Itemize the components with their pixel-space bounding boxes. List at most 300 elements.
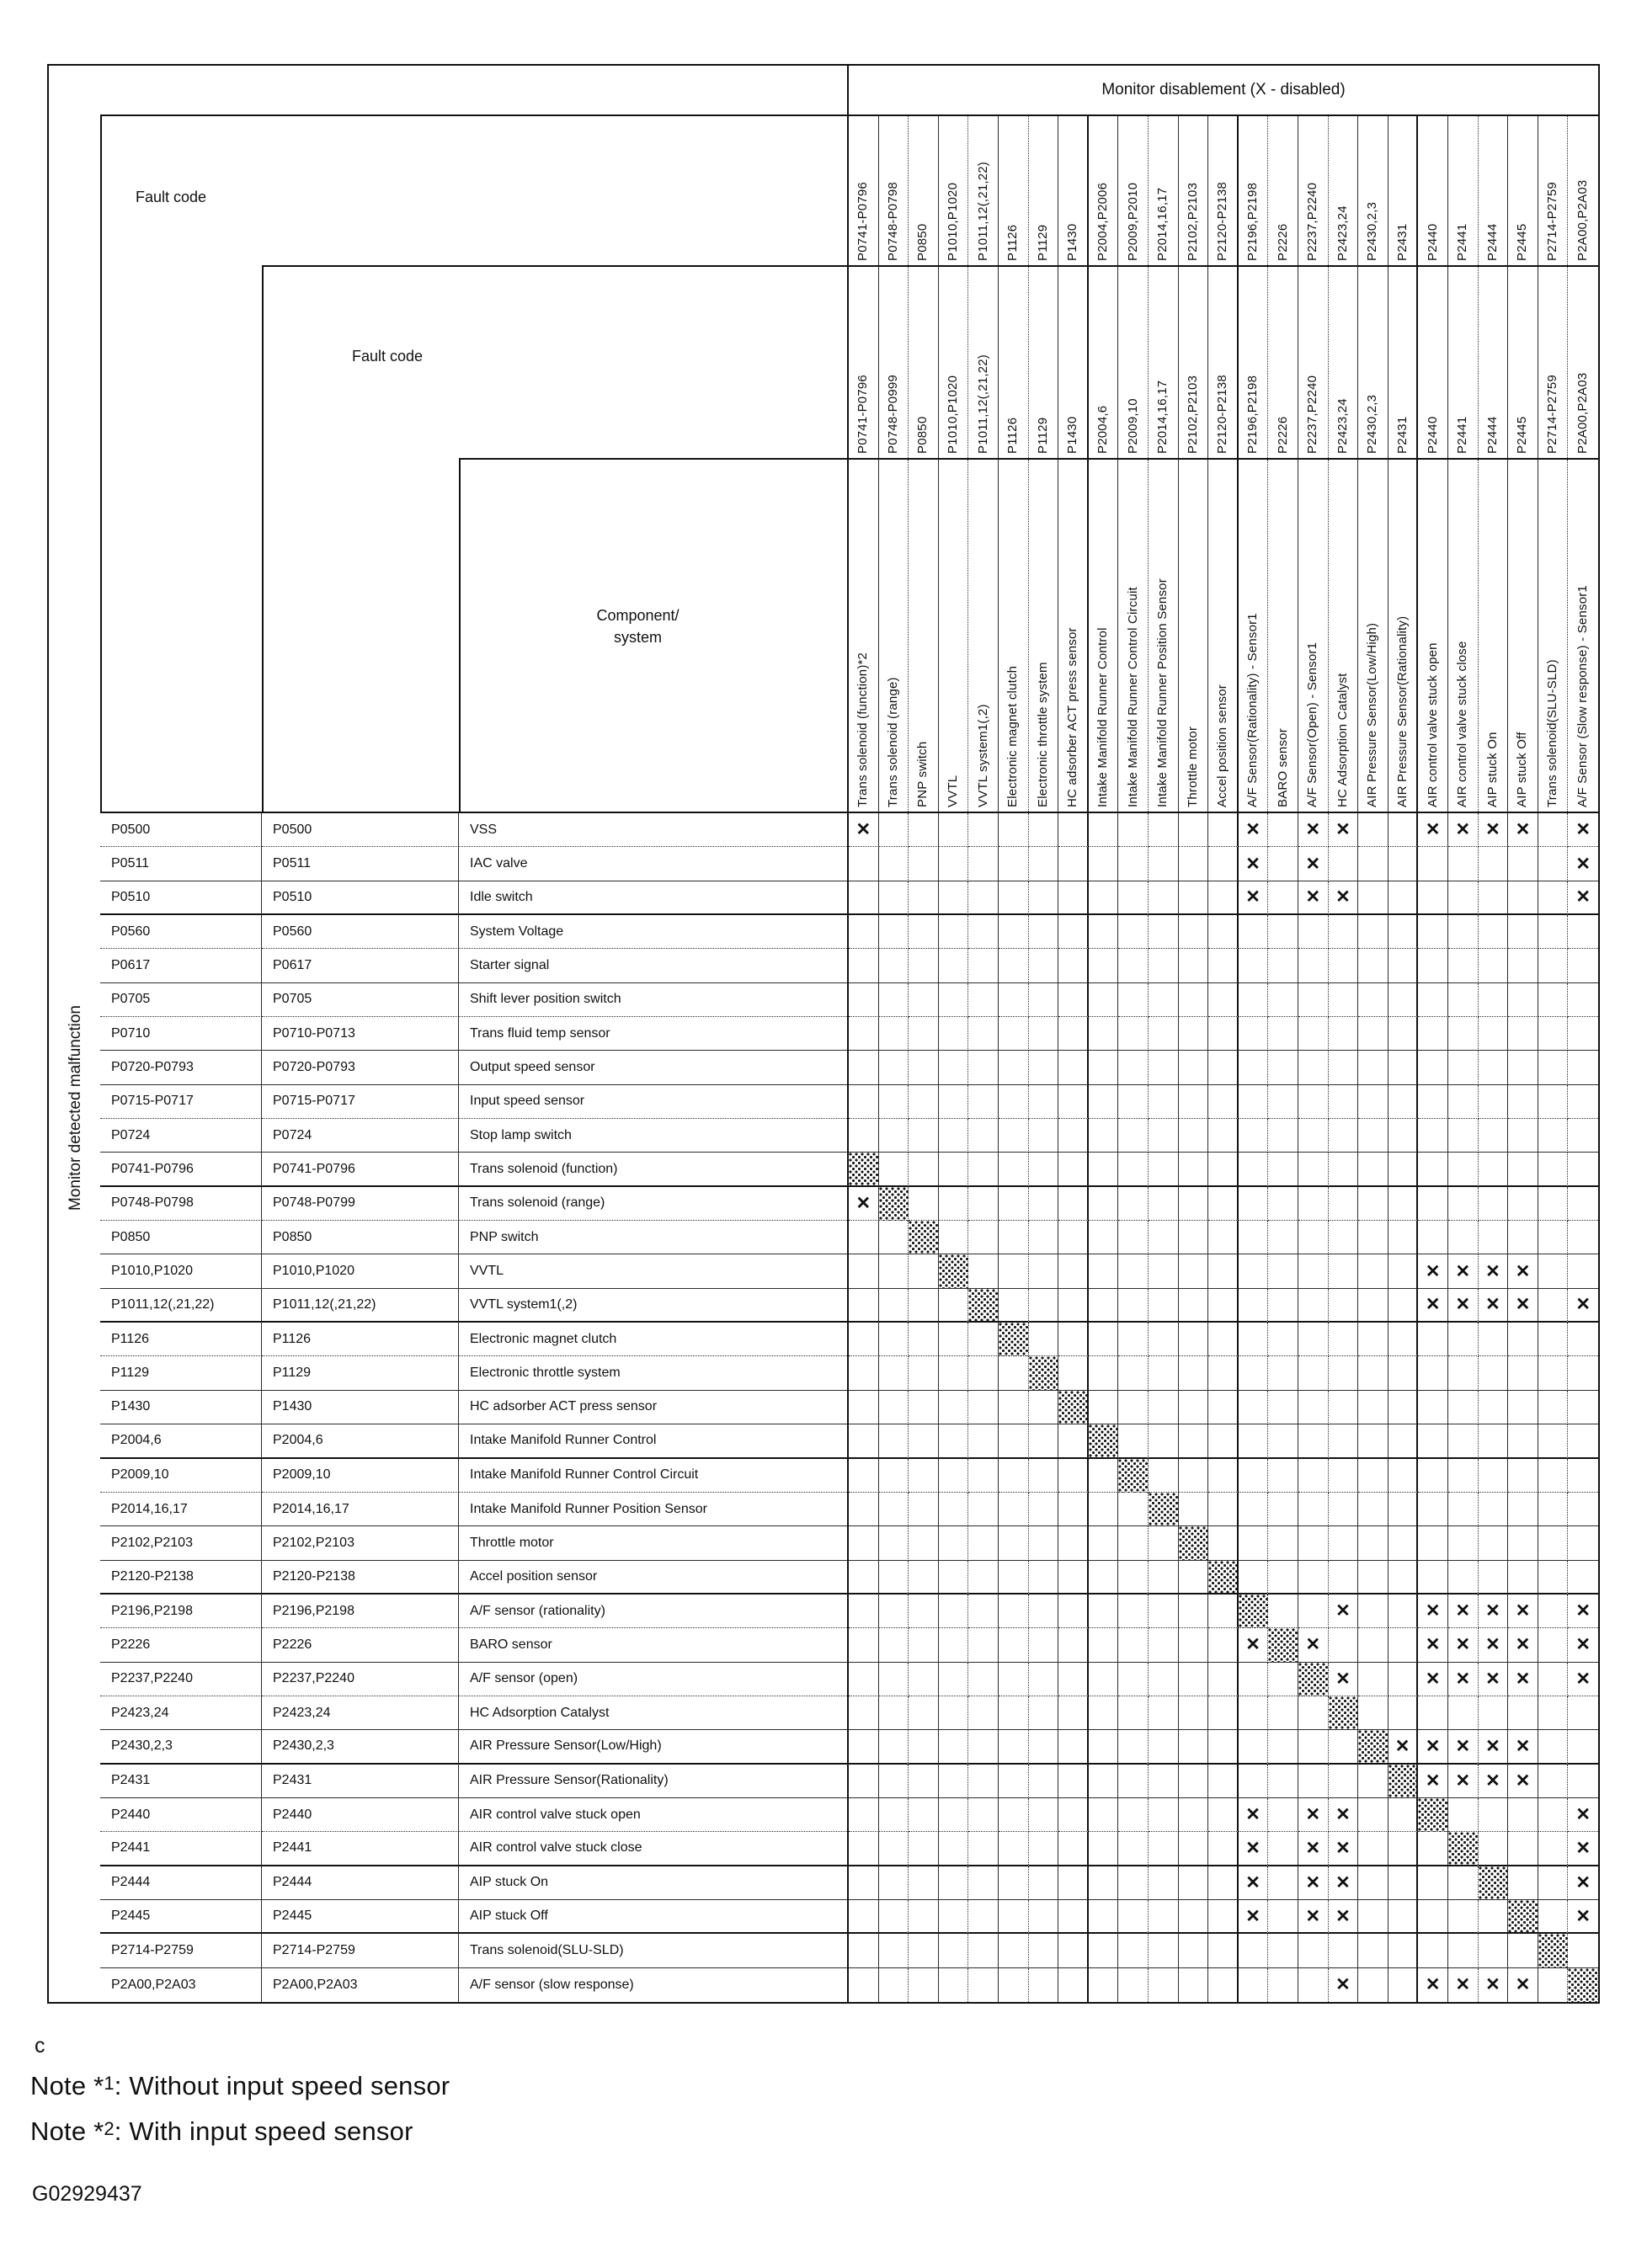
matrix-cell — [968, 1765, 999, 1798]
matrix-cell — [939, 1085, 969, 1119]
matrix-cell — [999, 1051, 1029, 1084]
column-header-cell — [1479, 116, 1509, 267]
matrix-cell — [1239, 1424, 1269, 1458]
matrix-cell — [1268, 813, 1298, 847]
matrix-cell-shaded — [1448, 1832, 1479, 1866]
matrix-cell — [1358, 1934, 1388, 1967]
matrix-cell — [1568, 1663, 1598, 1696]
matrix-cell — [909, 1832, 939, 1866]
matrix-cell — [1089, 1968, 1119, 2002]
matrix-cell — [1118, 1323, 1149, 1356]
matrix-cell — [1208, 1323, 1239, 1356]
column-header-cell — [968, 116, 999, 267]
column-header-cell — [1208, 267, 1239, 460]
matrix-cell — [1149, 1119, 1179, 1153]
matrix-cell — [1208, 1595, 1239, 1628]
matrix-cell — [1058, 1900, 1089, 1934]
matrix-cell — [939, 1595, 969, 1628]
matrix-cell — [1029, 881, 1059, 915]
column-header-cell — [1418, 116, 1448, 267]
matrix-cell — [849, 1289, 879, 1323]
column-header-label: PNP switch — [915, 741, 930, 807]
matrix-cell — [849, 1663, 879, 1696]
x-disabled-mark: ✕ — [1575, 1872, 1591, 1893]
matrix-cell — [909, 1356, 939, 1390]
matrix-cell — [1239, 1017, 1269, 1051]
matrix-cell — [1089, 1526, 1119, 1560]
matrix-cell — [1508, 1051, 1538, 1084]
matrix-cell — [1418, 1832, 1448, 1866]
matrix-cell — [1089, 1934, 1119, 1967]
matrix-cell — [879, 1424, 909, 1458]
fault-code-2-label: Fault code — [352, 348, 424, 365]
column-header-cell — [1089, 116, 1119, 267]
matrix-cell — [1508, 1663, 1538, 1696]
matrix-cell — [939, 1459, 969, 1493]
matrix-cell — [1179, 1391, 1209, 1424]
matrix-cell — [909, 1696, 939, 1730]
matrix-cell — [1479, 1900, 1509, 1934]
matrix-cell — [1388, 1153, 1419, 1186]
matrix-cell — [1448, 1187, 1479, 1221]
matrix-cell-shaded — [1479, 1866, 1509, 1900]
matrix-cell — [1448, 881, 1479, 915]
x-disabled-mark: ✕ — [1485, 1295, 1500, 1315]
matrix-cell — [1448, 1595, 1479, 1628]
matrix-cell — [909, 813, 939, 847]
column-header-label: P1011,12(,21,22) — [975, 354, 990, 454]
matrix-cell — [1358, 1424, 1388, 1458]
matrix-cell — [1538, 1254, 1569, 1288]
matrix-cell — [1538, 1561, 1569, 1595]
matrix-cell — [1418, 1561, 1448, 1595]
matrix-cell — [909, 1187, 939, 1221]
matrix-cell — [909, 1085, 939, 1119]
row-fault-code-cell: P2237,P2240 — [262, 1663, 459, 1696]
matrix-cell — [1268, 1254, 1298, 1288]
matrix-cell — [1508, 983, 1538, 1017]
matrix-cell — [909, 915, 939, 949]
matrix-cell-shaded — [849, 1153, 879, 1186]
matrix-cell — [1298, 1424, 1329, 1458]
matrix-cell — [1298, 847, 1329, 881]
matrix-cell — [1089, 1832, 1119, 1866]
matrix-cell — [1089, 915, 1119, 949]
column-header-label: P2444 — [1484, 223, 1500, 261]
matrix-cell — [1479, 1153, 1509, 1186]
column-header-label: P2431 — [1394, 223, 1410, 261]
matrix-cell — [1358, 1595, 1388, 1628]
x-disabled-mark: ✕ — [1335, 1975, 1351, 1995]
row-component-cell: AIR control valve stuck close — [459, 1832, 847, 1866]
matrix-cell-shaded — [1538, 1934, 1569, 1967]
matrix-cell — [1208, 1085, 1239, 1119]
matrix-cell — [849, 1493, 879, 1526]
matrix-cell — [1508, 1765, 1538, 1798]
matrix-cell — [1568, 1900, 1598, 1934]
matrix-cell — [968, 1153, 999, 1186]
matrix-cell — [1239, 1085, 1269, 1119]
matrix-cell — [1208, 1696, 1239, 1730]
row-component-cell: A/F sensor (open) — [459, 1663, 847, 1696]
matrix-cell — [1448, 1085, 1479, 1119]
row-fault-code-cell: P2A00,P2A03 — [100, 1968, 262, 2002]
matrix-cell — [1448, 1424, 1479, 1458]
x-disabled-mark: ✕ — [1515, 1669, 1531, 1689]
matrix-cell — [1118, 1526, 1149, 1560]
matrix-cell — [999, 1017, 1029, 1051]
column-header-cell — [1239, 460, 1269, 813]
matrix-cell — [849, 1968, 879, 2002]
matrix-cell — [1508, 881, 1538, 915]
matrix-cell — [1479, 1221, 1509, 1254]
matrix-cell — [1089, 847, 1119, 881]
matrix-cell — [1388, 1356, 1419, 1390]
note-2-text: : With input speed sensor — [114, 2116, 413, 2146]
row-component-cell: Accel position sensor — [459, 1561, 847, 1595]
matrix-cell — [1118, 1221, 1149, 1254]
matrix-cell — [1089, 1085, 1119, 1119]
column-header-cell — [1179, 116, 1209, 267]
matrix-cell — [1568, 1289, 1598, 1323]
matrix-cell — [1118, 813, 1149, 847]
column-header-label: P2431 — [1394, 416, 1410, 454]
matrix-cell — [1179, 1459, 1209, 1493]
row-fault-code-cell: P2004,6 — [262, 1424, 459, 1458]
matrix-cell — [849, 1356, 879, 1390]
matrix-cell — [1058, 1221, 1089, 1254]
matrix-cell — [1568, 1628, 1598, 1662]
matrix-cell — [1358, 1289, 1388, 1323]
matrix-cell — [999, 949, 1029, 982]
matrix-cell — [1479, 949, 1509, 982]
matrix-cell — [849, 1119, 879, 1153]
matrix-cell — [1298, 1561, 1329, 1595]
matrix-cell — [1268, 1765, 1298, 1798]
matrix-cell — [1239, 1628, 1269, 1662]
matrix-cell — [1179, 1798, 1209, 1832]
matrix-cell — [1538, 1017, 1569, 1051]
matrix-cell — [879, 1526, 909, 1560]
column-header-label: P2196,P2198 — [1245, 182, 1261, 261]
matrix-cell — [1149, 1934, 1179, 1967]
matrix-cell — [1239, 1153, 1269, 1186]
column-header-label: P2237,P2240 — [1305, 375, 1320, 454]
component-system-label — [461, 460, 849, 648]
row-fault-code-cell: P2196,P2198 — [100, 1595, 262, 1628]
matrix-cell — [1388, 915, 1419, 949]
matrix-cell — [1448, 1663, 1479, 1696]
column-header-label: AIR Pressure Sensor(Rationality) — [1394, 615, 1410, 807]
matrix-cell — [1149, 1424, 1179, 1458]
matrix-cell — [1329, 1934, 1359, 1967]
matrix-cell — [1298, 1493, 1329, 1526]
x-disabled-mark: ✕ — [1515, 820, 1531, 840]
matrix-cell — [1329, 1017, 1359, 1051]
matrix-cell — [999, 1391, 1029, 1424]
matrix-cell — [849, 813, 879, 847]
row-component-cell: AIR Pressure Sensor(Low/High) — [459, 1730, 847, 1764]
matrix-cell — [1149, 1459, 1179, 1493]
column-header-label: Trans solenoid(SLU-SLD) — [1545, 659, 1560, 807]
matrix-cell — [1179, 1221, 1209, 1254]
column-header-cell — [1029, 267, 1059, 460]
matrix-cell — [999, 1832, 1029, 1866]
matrix-cell — [1149, 1187, 1179, 1221]
row-fault-code-cell: P0500 — [100, 813, 262, 847]
matrix-cell — [1358, 1153, 1388, 1186]
matrix-cell — [1118, 1017, 1149, 1051]
column-header-label: AIR control valve stuck close — [1455, 641, 1470, 807]
column-header-label: P2226 — [1275, 416, 1290, 454]
matrix-cell — [1179, 1424, 1209, 1458]
matrix-cell — [939, 1424, 969, 1458]
matrix-cell — [1118, 1595, 1149, 1628]
row-fault-code-cell: P2445 — [100, 1900, 262, 1934]
matrix-cell — [1479, 1323, 1509, 1356]
row-component-cell: Trans solenoid (range) — [459, 1187, 847, 1221]
matrix-cell — [1418, 1424, 1448, 1458]
matrix-cell — [939, 1153, 969, 1186]
matrix-cell — [1358, 1832, 1388, 1866]
column-header-label: P0741-P0796 — [855, 375, 871, 454]
matrix-cell — [999, 1221, 1029, 1254]
x-disabled-mark: ✕ — [1455, 1736, 1471, 1756]
matrix-cell — [1208, 1119, 1239, 1153]
x-disabled-mark: ✕ — [1305, 1872, 1321, 1893]
matrix-cell — [1358, 1798, 1388, 1832]
matrix-cell — [1208, 1254, 1239, 1288]
matrix-cell — [879, 983, 909, 1017]
column-header-label: P1430 — [1064, 223, 1079, 261]
matrix-cell — [1239, 1730, 1269, 1764]
matrix-cell — [879, 1153, 909, 1186]
matrix-cell — [1029, 1323, 1059, 1356]
matrix-cell — [1029, 1832, 1059, 1866]
column-header-label: P2445 — [1515, 223, 1530, 261]
matrix-cell — [1538, 1595, 1569, 1628]
matrix-cell — [1118, 881, 1149, 915]
matrix-cell — [1268, 1900, 1298, 1934]
row-fault-code-cell: P2014,16,17 — [100, 1493, 262, 1526]
matrix-cell — [1239, 1663, 1269, 1696]
matrix-cell — [879, 1493, 909, 1526]
matrix-cell — [1358, 881, 1388, 915]
column-header-cell — [1239, 267, 1269, 460]
matrix-cell — [1268, 847, 1298, 881]
matrix-cell — [1239, 1289, 1269, 1323]
x-disabled-mark: ✕ — [1305, 887, 1321, 908]
row-fault-code-cell: P0850 — [100, 1221, 262, 1254]
row-component-cell: VVTL system1(,2) — [459, 1289, 847, 1323]
matrix-cell — [1538, 1730, 1569, 1764]
matrix-cell — [1268, 1119, 1298, 1153]
matrix-cell — [968, 1356, 999, 1390]
row-fault-code-cell: P0748-P0799 — [262, 1187, 459, 1221]
matrix-cell — [1208, 1221, 1239, 1254]
matrix-cell — [1149, 1323, 1179, 1356]
matrix-cell — [879, 1459, 909, 1493]
column-header-label: P1010,P1020 — [946, 375, 961, 454]
matrix-cell — [1208, 1934, 1239, 1967]
matrix-cell — [1388, 1663, 1419, 1696]
matrix-cell — [939, 1730, 969, 1764]
matrix-cell-shaded — [909, 1221, 939, 1254]
matrix-cell — [1538, 1866, 1569, 1900]
matrix-cell — [1208, 1798, 1239, 1832]
matrix-cell — [1149, 813, 1179, 847]
matrix-cell — [1568, 881, 1598, 915]
matrix-cell — [1568, 1730, 1598, 1764]
x-disabled-mark: ✕ — [1575, 1669, 1591, 1689]
matrix-cell — [1118, 1085, 1149, 1119]
column-header-cell — [939, 460, 969, 813]
matrix-cell — [968, 1730, 999, 1764]
column-header-cell — [1268, 267, 1298, 460]
matrix-cell — [939, 813, 969, 847]
column-header-label: VVTL — [946, 775, 961, 807]
matrix-cell — [1479, 1051, 1509, 1084]
matrix-cell — [1388, 1391, 1419, 1424]
matrix-cell — [1388, 1968, 1419, 2002]
matrix-cell — [1479, 1493, 1509, 1526]
matrix-cell — [1089, 1628, 1119, 1662]
matrix-cell — [999, 983, 1029, 1017]
matrix-cell — [1298, 915, 1329, 949]
matrix-cell — [1388, 1561, 1419, 1595]
row-component-cell: IAC valve — [459, 847, 847, 881]
matrix-cell — [939, 1323, 969, 1356]
matrix-cell — [909, 1323, 939, 1356]
matrix-cell — [1268, 1221, 1298, 1254]
matrix-cell — [1329, 1391, 1359, 1424]
matrix-cell — [1208, 1391, 1239, 1424]
matrix-cell — [1089, 1866, 1119, 1900]
matrix-cell — [1268, 1424, 1298, 1458]
matrix-cell — [968, 1696, 999, 1730]
column-header-cell — [1538, 116, 1569, 267]
matrix-cell — [1418, 1595, 1448, 1628]
matrix-cell — [1118, 1493, 1149, 1526]
matrix-cell — [1538, 1085, 1569, 1119]
column-header-label: P2440 — [1425, 416, 1440, 454]
matrix-cell — [849, 1595, 879, 1628]
row-fault-code-cell: P1126 — [100, 1323, 262, 1356]
matrix-cell — [1568, 1017, 1598, 1051]
matrix-cell — [1418, 1696, 1448, 1730]
matrix-cell — [1448, 1866, 1479, 1900]
matrix-cell — [1208, 1663, 1239, 1696]
matrix-cell — [1568, 1866, 1598, 1900]
row-fault-code-cell: P0617 — [262, 949, 459, 982]
column-header-label: P0850 — [915, 416, 930, 454]
matrix-cell — [1179, 1051, 1209, 1084]
matrix-cell — [1239, 1968, 1269, 2002]
matrix-cell — [1298, 983, 1329, 1017]
matrix-cell — [1538, 915, 1569, 949]
x-disabled-mark: ✕ — [1485, 1635, 1500, 1655]
row-component-cell: Intake Manifold Runner Position Sensor — [459, 1493, 847, 1526]
matrix-cell — [1089, 949, 1119, 982]
row-component-cell: VVTL — [459, 1254, 847, 1288]
x-disabled-mark: ✕ — [1515, 1736, 1531, 1756]
matrix-cell — [1029, 1696, 1059, 1730]
matrix-cell — [1358, 1900, 1388, 1934]
component-system-header-box — [459, 458, 849, 813]
matrix-cell — [1418, 1391, 1448, 1424]
matrix-cell — [1298, 1459, 1329, 1493]
matrix-cell — [849, 1187, 879, 1221]
matrix-cell — [1298, 1187, 1329, 1221]
column-header-cell — [1179, 267, 1209, 460]
matrix-cell — [999, 1119, 1029, 1153]
column-header-cell — [999, 460, 1029, 813]
matrix-cell — [1388, 1119, 1419, 1153]
matrix-cell — [1118, 1832, 1149, 1866]
matrix-cell — [1298, 1051, 1329, 1084]
column-header-label: P2102,P2103 — [1185, 182, 1200, 261]
matrix-cell — [1268, 1391, 1298, 1424]
x-disabled-mark: ✕ — [1425, 1261, 1441, 1281]
matrix-cell — [1208, 1153, 1239, 1186]
column-header-label: AIP stuck On — [1484, 732, 1500, 807]
matrix-cell — [909, 847, 939, 881]
matrix-cell — [1118, 1561, 1149, 1595]
matrix-cell — [1418, 813, 1448, 847]
matrix-cell — [1058, 1153, 1089, 1186]
matrix-cell — [1149, 847, 1179, 881]
matrix-cell — [1448, 1765, 1479, 1798]
note-1-prefix: Note * — [30, 2071, 104, 2100]
matrix-cell — [1118, 983, 1149, 1017]
matrix-cell — [968, 881, 999, 915]
matrix-cell — [1298, 1289, 1329, 1323]
matrix-cell — [879, 1765, 909, 1798]
matrix-cell — [1568, 1595, 1598, 1628]
matrix-cell — [1508, 847, 1538, 881]
row-fault-code-cell: P2444 — [100, 1866, 262, 1900]
row-fault-code-cell: P2714-P2759 — [100, 1934, 262, 1967]
matrix-cell — [1268, 983, 1298, 1017]
matrix-title: Monitor disablement (X - disabled) — [847, 66, 1598, 114]
matrix-cell — [1179, 1289, 1209, 1323]
matrix-cell — [1058, 1323, 1089, 1356]
row-fault-code-cell: P0705 — [100, 983, 262, 1017]
matrix-cell — [939, 881, 969, 915]
column-header-label: HC Adsorption Catalyst — [1335, 673, 1350, 807]
matrix-cell-shaded — [1508, 1900, 1538, 1934]
matrix-cell — [1538, 1356, 1569, 1390]
column-header-label: P2237,P2240 — [1305, 182, 1320, 261]
matrix-cell — [1508, 1424, 1538, 1458]
fault-code-1-label: Fault code — [136, 189, 207, 205]
matrix-cell — [1058, 1696, 1089, 1730]
matrix-cell — [1208, 1832, 1239, 1866]
matrix-cell — [999, 1696, 1029, 1730]
row-component-cell: Intake Manifold Runner Control — [459, 1424, 847, 1458]
matrix-cell — [1149, 1730, 1179, 1764]
matrix-cell — [1418, 1900, 1448, 1934]
matrix-cell — [1029, 1595, 1059, 1628]
column-header-cell — [1358, 460, 1388, 813]
matrix-cell — [1208, 1187, 1239, 1221]
matrix-cell — [1479, 1934, 1509, 1967]
matrix-cell — [1479, 1663, 1509, 1696]
matrix-cell — [1179, 1254, 1209, 1288]
matrix-cell — [1118, 1934, 1149, 1967]
matrix-cell — [1268, 915, 1298, 949]
matrix-cell — [968, 1119, 999, 1153]
